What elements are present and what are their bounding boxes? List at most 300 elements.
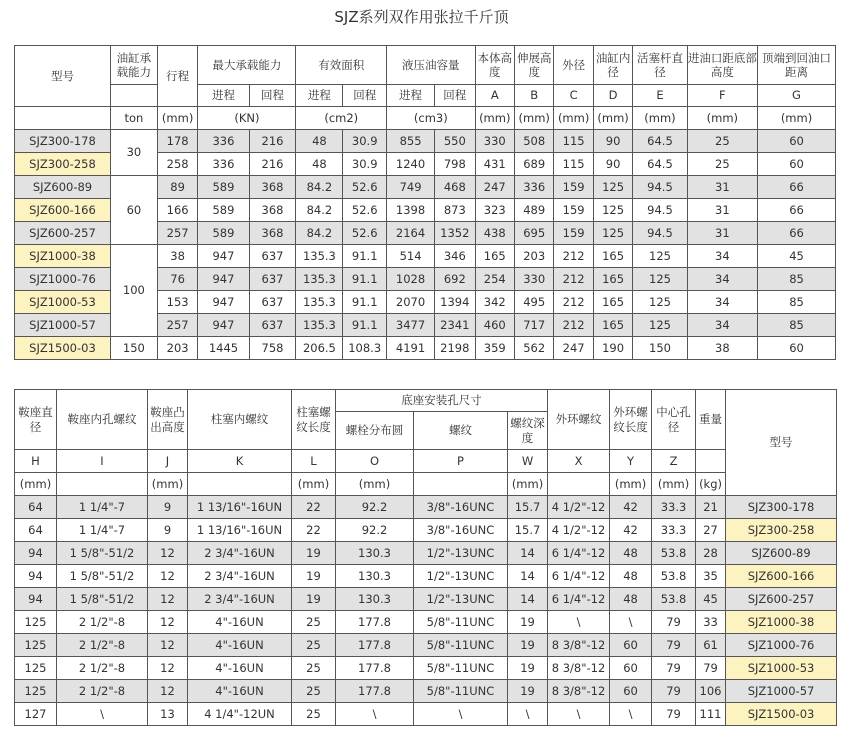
col-bolt-circle-header: 螺栓分布圆	[336, 412, 414, 450]
table-cell: 589	[198, 176, 249, 199]
capacity-cell: 100	[110, 245, 157, 337]
table-cell: 19	[292, 588, 336, 611]
table-cell: 589	[198, 222, 249, 245]
table-cell: 125	[593, 176, 632, 199]
table-cell: 79	[696, 657, 726, 680]
table-cell: 21	[696, 496, 726, 519]
table-cell: 1 5/8"-51/2	[57, 542, 148, 565]
table-cell: 2 1/2"-8	[57, 611, 148, 634]
table-cell: 8 3/8"-12	[548, 657, 610, 680]
table-cell: 1/2"-13UNC	[414, 565, 508, 588]
table-cell: 14	[508, 588, 548, 611]
table-cell: 15.7	[508, 496, 548, 519]
table-cell: 25	[687, 153, 757, 176]
table-cell: 45	[758, 245, 836, 268]
table-cell: 60	[610, 657, 652, 680]
table-cell: 60	[758, 153, 836, 176]
table-row	[15, 176, 836, 199]
table-cell: 52.6	[343, 176, 387, 199]
col-saddle-dia-header: 鞍座直径	[15, 390, 57, 450]
table-cell: 94	[15, 588, 57, 611]
table-cell: 12	[148, 634, 188, 657]
table-cell: 25	[292, 703, 336, 726]
table-cell: 106	[696, 680, 726, 703]
table-cell: 695	[514, 222, 553, 245]
table-cell: 34	[687, 268, 757, 291]
table-cell: 323	[475, 199, 514, 222]
unit-area: (cm2)	[296, 107, 387, 130]
model-cell: SJZ1000-57	[726, 680, 837, 703]
table-cell: 52.6	[343, 199, 387, 222]
table-cell: 330	[514, 268, 553, 291]
table-cell: 247	[475, 176, 514, 199]
table-cell: 258	[157, 153, 198, 176]
table-cell: 48	[610, 588, 652, 611]
table-cell: 508	[514, 130, 553, 153]
table-cell: 14	[508, 542, 548, 565]
table-cell: 12	[148, 657, 188, 680]
table-row	[15, 680, 837, 703]
model-cell: SJZ600-89	[15, 176, 111, 199]
table-cell: 166	[157, 199, 198, 222]
col-saddle-proj-header: 鞍座凸出高度	[148, 390, 188, 450]
capacity-blank	[110, 85, 157, 107]
table-cell: 1 13/16"-16UN	[188, 519, 292, 542]
table-cell: 692	[435, 268, 476, 291]
table-cell: 66	[758, 199, 836, 222]
table-cell: 1028	[387, 268, 435, 291]
table-cell: 5/8"-11UNC	[414, 611, 508, 634]
table-cell: 4"-16UN	[188, 634, 292, 657]
table-cell: 6 1/4"-12	[548, 542, 610, 565]
table-cell: 438	[475, 222, 514, 245]
table-cell: 165	[593, 314, 632, 337]
table-cell: 177.8	[336, 657, 414, 680]
table-row	[15, 337, 836, 360]
model-cell: SJZ600-89	[726, 542, 837, 565]
col-model-header: 型号	[726, 390, 837, 496]
table-cell: 90	[593, 153, 632, 176]
table-cell: 9	[148, 496, 188, 519]
table-cell: 25	[292, 657, 336, 680]
table-cell: 165	[593, 291, 632, 314]
table-cell: 206.5	[296, 337, 343, 360]
col-capacity-header: 油缸承载能力	[110, 46, 157, 85]
table-cell: 84.2	[296, 199, 343, 222]
model-cell: SJZ1000-53	[15, 291, 111, 314]
unit-kg: (kg)	[696, 473, 726, 496]
unit-mm: (mm)	[758, 107, 836, 130]
table-cell: 165	[593, 245, 632, 268]
table-cell: 85	[758, 268, 836, 291]
letter-header: W	[508, 450, 548, 473]
table-cell: 60	[758, 337, 836, 360]
table-cell: 212	[554, 314, 593, 337]
table-cell: \	[414, 703, 508, 726]
table-cell: 66	[758, 222, 836, 245]
table-cell: 749	[387, 176, 435, 199]
table-cell: 336	[198, 130, 249, 153]
table-cell: 127	[15, 703, 57, 726]
table-cell: 31	[687, 199, 757, 222]
table-cell: 947	[198, 268, 249, 291]
table-cell: 212	[554, 268, 593, 291]
table-cell: 717	[514, 314, 553, 337]
col-thread-header: 螺纹	[414, 412, 508, 450]
letter-header: C	[554, 85, 593, 107]
table-cell: 216	[249, 130, 296, 153]
table-cell: 1 1/4"-7	[57, 519, 148, 542]
table-cell: 48	[610, 542, 652, 565]
letter-header: F	[687, 85, 757, 107]
table-cell: 150	[633, 337, 687, 360]
table-cell: 1 5/8"-51/2	[57, 588, 148, 611]
table-cell: 190	[593, 337, 632, 360]
table-cell: 589	[198, 199, 249, 222]
volume-retract-header: 回程	[435, 85, 476, 107]
table-cell: 330	[475, 130, 514, 153]
table-cell: 4"-16UN	[188, 680, 292, 703]
table-cell: 84.2	[296, 222, 343, 245]
table-cell: 1 1/4"-7	[57, 496, 148, 519]
table-cell: 85	[758, 291, 836, 314]
table-cell: 3/8"-16UNC	[414, 519, 508, 542]
table-cell: 12	[148, 588, 188, 611]
table-cell: 94.5	[633, 222, 687, 245]
table-cell: 94.5	[633, 199, 687, 222]
letter-header: O	[336, 450, 414, 473]
col-plunger-thread-header: 柱塞内螺纹	[188, 390, 292, 450]
table-cell: 79	[652, 634, 696, 657]
letter-header: K	[188, 450, 292, 473]
table-cell: 4"-16UN	[188, 611, 292, 634]
table-cell: \	[336, 703, 414, 726]
model-cell: SJZ300-258	[15, 153, 111, 176]
letter-header: B	[514, 85, 553, 107]
table-cell: 2 1/2"-8	[57, 634, 148, 657]
letter-header: A	[475, 85, 514, 107]
table-cell: 19	[292, 565, 336, 588]
model-cell: SJZ1000-76	[726, 634, 837, 657]
table-cell: 91.1	[343, 268, 387, 291]
table-cell: 637	[249, 268, 296, 291]
letter-header: H	[15, 450, 57, 473]
table-cell: 125	[633, 268, 687, 291]
table-cell: 758	[249, 337, 296, 360]
table-cell: 94	[15, 542, 57, 565]
table-cell: 79	[652, 703, 696, 726]
table-cell: 35	[696, 565, 726, 588]
table-cell: 159	[554, 199, 593, 222]
table-cell: 135.3	[296, 245, 343, 268]
table-cell: 5/8"-11UNC	[414, 657, 508, 680]
table-cell: 52.6	[343, 222, 387, 245]
table-cell: 368	[249, 176, 296, 199]
table-cell: \	[610, 611, 652, 634]
table-row	[15, 130, 836, 153]
table-cell: 495	[514, 291, 553, 314]
table-cell: 165	[593, 268, 632, 291]
table-cell: 1394	[435, 291, 476, 314]
table-cell: 33	[696, 611, 726, 634]
table-cell: \	[548, 703, 610, 726]
table-cell: 125	[633, 291, 687, 314]
table-cell: 14	[508, 565, 548, 588]
table-cell: 5/8"-11UNC	[414, 634, 508, 657]
table-cell: 33.3	[652, 519, 696, 542]
table-row	[15, 703, 837, 726]
table-cell: 91.1	[343, 314, 387, 337]
table-cell: 489	[514, 199, 553, 222]
col-plunger-len-header: 柱塞螺纹长度	[292, 390, 336, 450]
table-cell: 84.2	[296, 176, 343, 199]
unit-blank	[414, 473, 508, 496]
table-cell: 31	[687, 222, 757, 245]
table-cell: 92.2	[336, 519, 414, 542]
table-cell: 159	[554, 176, 593, 199]
unit-blank	[188, 473, 292, 496]
unit-blank	[548, 473, 610, 496]
table-cell: 34	[687, 245, 757, 268]
table-cell: 19	[508, 634, 548, 657]
table-cell: 22	[292, 496, 336, 519]
table-cell: \	[57, 703, 148, 726]
table-cell: 60	[610, 634, 652, 657]
table-cell: 48	[610, 565, 652, 588]
table-cell: 28	[696, 542, 726, 565]
table-cell: 216	[249, 153, 296, 176]
table-cell: 8 3/8"-12	[548, 680, 610, 703]
table-cell: 53.8	[652, 542, 696, 565]
col-collar-len-header: 外环螺纹长度	[610, 390, 652, 450]
table-cell: 336	[514, 176, 553, 199]
model-cell: SJZ1000-53	[726, 657, 837, 680]
table-cell: 64	[15, 519, 57, 542]
col-top-dist-header: 顶端到回油口距离	[758, 46, 836, 85]
table-cell: 460	[475, 314, 514, 337]
table-cell: 19	[508, 657, 548, 680]
table-row	[15, 634, 837, 657]
table-cell: 130.3	[336, 542, 414, 565]
table-cell: 15.7	[508, 519, 548, 542]
table-cell: 177.8	[336, 680, 414, 703]
table-cell: 212	[554, 291, 593, 314]
unit-mm: (mm)	[15, 473, 57, 496]
table-cell: \	[508, 703, 548, 726]
table-cell: 60	[758, 130, 836, 153]
table-cell: 177.8	[336, 611, 414, 634]
table-cell: 42	[610, 519, 652, 542]
table-cell: 22	[292, 519, 336, 542]
unit-capacity: ton	[110, 107, 157, 130]
letter-header: G	[758, 85, 836, 107]
table-cell: 2 3/4"-16UN	[188, 565, 292, 588]
unit-mm: (mm)	[687, 107, 757, 130]
model-cell: SJZ600-166	[15, 199, 111, 222]
table-cell: 203	[157, 337, 198, 360]
table-cell: 12	[148, 680, 188, 703]
letter-header: P	[414, 450, 508, 473]
table-cell: 89	[157, 176, 198, 199]
table-cell: 247	[554, 337, 593, 360]
unit-mm: (mm)	[593, 107, 632, 130]
table-cell: 177.8	[336, 634, 414, 657]
table-cell: 25	[292, 634, 336, 657]
model-cell: SJZ600-257	[726, 588, 837, 611]
table-row	[15, 657, 837, 680]
table-cell: 689	[514, 153, 553, 176]
table-cell: 34	[687, 314, 757, 337]
table-cell: 31	[687, 176, 757, 199]
table-cell: 79	[652, 680, 696, 703]
table-cell: 342	[475, 291, 514, 314]
force-retract-header: 回程	[249, 85, 296, 107]
table-cell: 637	[249, 291, 296, 314]
table-cell: 550	[435, 130, 476, 153]
unit-mm: (mm)	[292, 473, 336, 496]
spec-table-2	[14, 389, 837, 726]
table-cell: 159	[554, 222, 593, 245]
table-cell: 4 1/2"-12	[548, 519, 610, 542]
table-cell: 4"-16UN	[188, 657, 292, 680]
table-cell: 431	[475, 153, 514, 176]
letter-header: L	[292, 450, 336, 473]
table-cell: 135.3	[296, 314, 343, 337]
table-cell: 368	[249, 222, 296, 245]
col-collar-thread-header: 外环螺纹	[548, 390, 610, 450]
letter-header: E	[633, 85, 687, 107]
table-cell: 12	[148, 565, 188, 588]
col-ext-height-header: 伸展高度	[514, 46, 553, 85]
unit-volume: (cm3)	[387, 107, 475, 130]
table-cell: 12	[148, 611, 188, 634]
table-cell: 48	[296, 130, 343, 153]
table-cell: 27	[696, 519, 726, 542]
col-rod-dia-header: 活塞杆直径	[633, 46, 687, 85]
model-cell: SJZ1000-76	[15, 268, 111, 291]
table-cell: 873	[435, 199, 476, 222]
capacity-cell: 150	[110, 337, 157, 360]
table-cell: 30.9	[343, 130, 387, 153]
table-cell: 125	[15, 657, 57, 680]
unit-blank	[57, 473, 148, 496]
col-inlet-dist-header: 进油口距底部高度	[687, 46, 757, 85]
table-row	[15, 542, 837, 565]
table-cell: 91.1	[343, 245, 387, 268]
model-cell: SJZ600-257	[15, 222, 111, 245]
unit-stroke: (mm)	[157, 107, 198, 130]
col-max-force-header: 最大承载能力	[198, 46, 296, 85]
col-center-hole-header: 中心孔径	[652, 390, 696, 450]
table-cell: 468	[435, 176, 476, 199]
table-cell: 64.5	[633, 153, 687, 176]
table-cell: 13	[148, 703, 188, 726]
unit-force: (KN)	[198, 107, 296, 130]
model-cell: SJZ1000-38	[726, 611, 837, 634]
col-eff-area-header: 有效面积	[296, 46, 387, 85]
col-oil-volume-header: 液压油容量	[387, 46, 475, 85]
table-cell: 1 13/16"-16UN	[188, 496, 292, 519]
table-cell: 19	[508, 680, 548, 703]
table-cell: 94.5	[633, 176, 687, 199]
model-cell: SJZ1500-03	[726, 703, 837, 726]
spec-table-1	[14, 45, 836, 360]
table-cell: 1/2"-13UNC	[414, 588, 508, 611]
table-cell: 165	[475, 245, 514, 268]
letter-header: I	[57, 450, 148, 473]
table-cell: 25	[292, 680, 336, 703]
table-cell: 9	[148, 519, 188, 542]
letter-header: Z	[652, 450, 696, 473]
table-cell: 1/2"-13UNC	[414, 542, 508, 565]
table-cell: 2 1/2"-8	[57, 657, 148, 680]
table-cell: 153	[157, 291, 198, 314]
letter-blank	[696, 450, 726, 473]
table-cell: 45	[696, 588, 726, 611]
table-cell: 33.3	[652, 496, 696, 519]
table-cell: 254	[475, 268, 514, 291]
table-cell: 1398	[387, 199, 435, 222]
table-cell: 359	[475, 337, 514, 360]
table-cell: 798	[435, 153, 476, 176]
col-weight-header: 重量	[696, 390, 726, 450]
table-cell: \	[610, 703, 652, 726]
area-advance-header: 进程	[296, 85, 343, 107]
table-cell: 130.3	[336, 588, 414, 611]
table-cell: 38	[157, 245, 198, 268]
table-cell: 94	[15, 565, 57, 588]
table-cell: 637	[249, 245, 296, 268]
table-cell: 66	[758, 176, 836, 199]
table-cell: 4 1/4"-12UN	[188, 703, 292, 726]
unit-mm: (mm)	[336, 473, 414, 496]
table-cell: 125	[15, 680, 57, 703]
table-cell: 111	[696, 703, 726, 726]
table-cell: 212	[554, 245, 593, 268]
table-cell: 90	[593, 130, 632, 153]
letter-header: Y	[610, 450, 652, 473]
model-cell: SJZ600-166	[726, 565, 837, 588]
table-cell: 346	[435, 245, 476, 268]
table-cell: 92.2	[336, 496, 414, 519]
unit-mm: (mm)	[475, 107, 514, 130]
unit-blank	[15, 107, 111, 130]
letter-header: X	[548, 450, 610, 473]
table-cell: 6 1/4"-12	[548, 588, 610, 611]
letter-header: D	[593, 85, 632, 107]
unit-mm: (mm)	[652, 473, 696, 496]
col-saddle-thread-header: 鞍座内孔螺纹	[57, 390, 148, 450]
model-cell: SJZ300-178	[726, 496, 837, 519]
table-cell: 19	[508, 611, 548, 634]
model-cell: SJZ300-178	[15, 130, 111, 153]
table-cell: 336	[198, 153, 249, 176]
table-cell: 19	[292, 542, 336, 565]
table-row	[15, 519, 837, 542]
table-cell: 2070	[387, 291, 435, 314]
table-cell: 135.3	[296, 291, 343, 314]
table-cell: 125	[15, 611, 57, 634]
table-cell: 4191	[387, 337, 435, 360]
table-cell: 257	[157, 222, 198, 245]
unit-mm: (mm)	[148, 473, 188, 496]
table-cell: 125	[633, 314, 687, 337]
table-cell: 6 1/4"-12	[548, 565, 610, 588]
table-cell: 2164	[387, 222, 435, 245]
table-cell: 85	[758, 314, 836, 337]
table-cell: 3477	[387, 314, 435, 337]
table-row	[15, 565, 837, 588]
